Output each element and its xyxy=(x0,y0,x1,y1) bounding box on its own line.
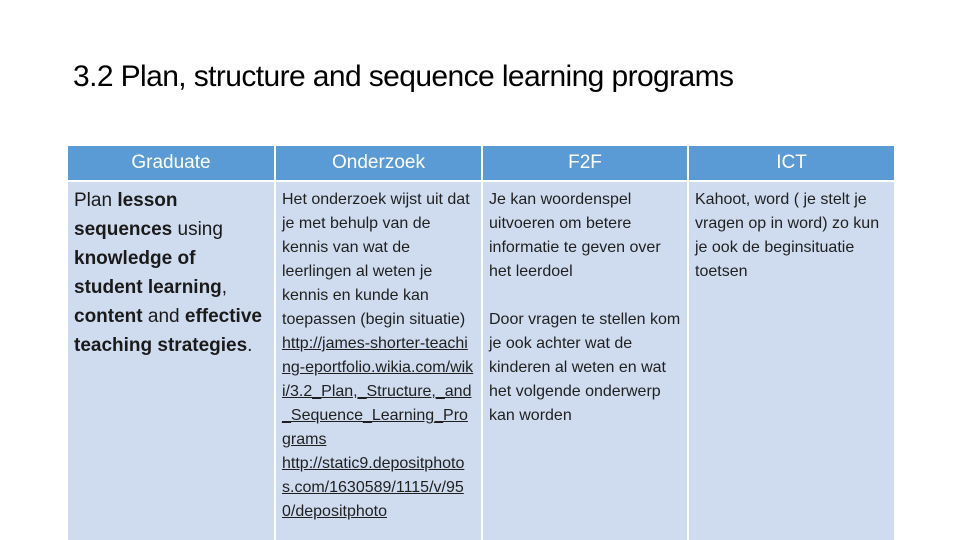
slide-title: 3.2 Plan, structure and sequence learning programs xyxy=(73,60,734,93)
onderzoek-intro: Het onderzoek wijst uit dat je met behulp van de kennis van wat de leerlingen al weten je kennis en kunde kan toepassen (begin situatie) xyxy=(282,191,470,328)
graduate-cell xyxy=(67,181,275,540)
header-f2f: F2F xyxy=(482,145,688,181)
onderzoek-cell xyxy=(275,181,482,540)
graduate-segment-bold: lesson sequences xyxy=(74,190,178,240)
graduate-segment-bold: content xyxy=(74,306,143,327)
graduate-segment: . xyxy=(247,335,253,356)
graduate-segment-bold: effective teaching strategies xyxy=(74,306,262,356)
graduate-segment: using xyxy=(172,219,223,240)
graduate-segment: Plan xyxy=(74,190,118,211)
graduate-segment: , xyxy=(221,277,228,298)
f2f-paragraph-2: Door vragen te stellen kom je ook achter wat de kinderen al weten en wat het volgende onderwerp kan worden xyxy=(489,311,681,424)
content-row xyxy=(67,181,895,540)
header-onderzoek: Onderzoek xyxy=(275,145,482,181)
content-table xyxy=(66,144,896,540)
header-graduate: Graduate xyxy=(67,145,275,181)
ict-paragraph-1: Kahoot, word ( je stelt je vragen op in word) zo kun je ook de beginsituatie toetsen xyxy=(695,191,880,280)
graduate-segment-bold: knowledge of student learning xyxy=(74,248,222,298)
f2f-cell xyxy=(482,181,688,540)
onderzoek-link-depositphotos[interactable]: http://static9.depositphotos.com/1630589/1115/v/950/depositphoto xyxy=(282,455,465,520)
graduate-segment: and xyxy=(142,306,185,327)
header-row xyxy=(67,145,895,181)
onderzoek-link-wikia[interactable]: http://james-shorter-teaching-eportfolio.wikia.com/wiki/3.2_Plan,_Structure,_and_Sequence_Learning_Programs xyxy=(282,335,474,448)
header-ict: ICT xyxy=(688,145,895,181)
f2f-paragraph-1: Je kan woordenspel uitvoeren om betere informatie te geven over het leerdoel xyxy=(489,191,661,280)
f2f-spacer xyxy=(489,284,681,308)
ict-cell xyxy=(688,181,895,540)
